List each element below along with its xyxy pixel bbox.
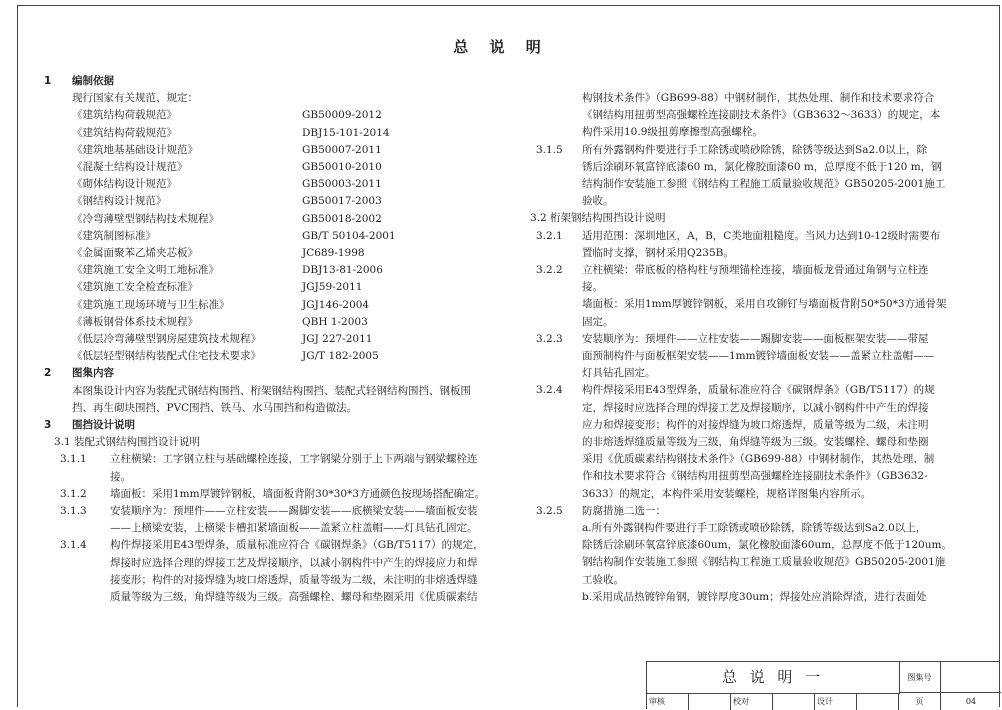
title-block-main: 总 说 明 一: [647, 662, 900, 694]
standard-row: [44, 107, 512, 124]
standard-row: [44, 142, 512, 159]
standard-row: [44, 262, 512, 279]
standard-code: GB50007-2011: [302, 143, 382, 156]
standard-code: DBJ13-81-2006: [302, 264, 383, 277]
standards-list: [44, 107, 512, 365]
clause-3-2-4: 3.2.4 构件焊接采用E43型焊条，质量标准应符合《碳钢焊条》（GB/T5117）的规: [536, 384, 935, 397]
standard-name: 《钢结构设计规范》: [72, 195, 167, 208]
standard-code: JGJ 227-2011: [302, 333, 373, 346]
clause-line: b.采用成品热镀锌角钢，镀锌厚度30um；焊接处应消除焊渣，进行表面处: [582, 590, 927, 603]
section-3-heading: 3 围挡设计说明: [44, 419, 135, 432]
clause-line: 接。: [110, 470, 131, 483]
standard-row: [44, 193, 512, 210]
clause-line: 灯具钻孔固定。: [582, 367, 656, 380]
left-column: [44, 73, 512, 606]
section-3-2-heading: 3.2 桁架钢结构围挡设计说明: [530, 212, 666, 225]
clause-line: 墙面板：采用1mm厚镀锌钢板，采用自攻铆钉与墙面板背附50*50*3方通骨架: [582, 298, 947, 311]
standard-name: 《低层冷弯薄壁型钢房屋建筑技术规程》: [72, 333, 261, 346]
clause-line: a.所有外露钢构件要进行手工除锈或喷砂除锈，除锈等级达到Sa2.0以上，: [582, 522, 927, 535]
standard-row: [44, 176, 512, 193]
clause-line: 构钢技术条件》（GB699-88）中钢材制作，其热处理、制作和技术要求符合: [582, 92, 935, 104]
standard-code: GB50003-2011: [302, 178, 382, 191]
standard-code: GB/T 50104-2001: [302, 229, 396, 242]
clause-3-2-2: 3.2.2 立柱横梁：带底板的格构柱与预埋锚栓连接，墙面板龙骨通过角钢与立柱连: [536, 264, 929, 277]
standard-name: 《建筑施工现场环境与卫生标准》: [72, 298, 230, 311]
clause-line: 固定。: [582, 315, 614, 328]
standard-name: 《建筑施工安全检查标准》: [72, 281, 198, 294]
standard-row: [44, 314, 512, 331]
clause-3-2-5: 3.2.5 防腐措施二选一：: [536, 504, 666, 517]
standard-row: [44, 159, 512, 176]
standard-row: [44, 211, 512, 228]
standard-name: 《建筑结构荷载规范》: [72, 109, 177, 122]
standard-code: GB50009-2012: [302, 109, 382, 122]
check-label: 校对: [731, 693, 773, 710]
standard-code: GB50018-2002: [302, 212, 382, 225]
clause-line: 3633）的规定，本构件采用安装螺栓，规格详图集内容所示。: [582, 487, 872, 500]
section-2-line: 本图集设计内容为装配式钢结构围挡、桁架钢结构围挡、装配式轻钢结构围挡、钢板围: [72, 384, 471, 397]
design-label: 设计: [815, 693, 857, 710]
title-block: [646, 661, 1000, 709]
page-title: 总 说 明: [453, 38, 549, 56]
standard-name: 《低层轻型钢结构装配式住宅技术要求》: [72, 350, 261, 363]
section-1-heading: 1 编制依据: [44, 75, 114, 87]
standard-row: [44, 125, 512, 142]
clause-line: 焊接时应选择合理的焊接工艺及焊接顺序，以减小钢构件中产生的焊接应力和焊: [110, 556, 478, 569]
clause-line: 的非熔透焊缝质量等级为三级，角焊缝等级为三级。安装螺栓、螺母和垫圈: [582, 436, 929, 449]
clause-line: 结构制作安装施工参照《钢结构工程施工质量验收规范》GB50205-2001施工: [582, 178, 946, 191]
clause-line: 作和技术要求符合《钢结构用扭剪型高强螺栓连接副技术条件》（GB3632-: [582, 470, 928, 483]
standard-code: JC689-1998: [302, 247, 365, 260]
standard-name: 《金属面聚苯乙烯夹芯板》: [72, 247, 198, 260]
clause-3-1-3: 3.1.3 安装顺序为：预埋件——立柱安装——踢脚安装——底横梁安装——墙面板安装: [60, 505, 478, 518]
review-value: [689, 693, 731, 710]
clause-line: 接。: [582, 281, 603, 294]
standard-row: [44, 245, 512, 262]
clause-line: 质量等级为三级，角焊缝等级为三级。高强螺栓、螺母和垫圈采用《优质碳素结: [110, 591, 478, 604]
section-3-1-heading: 3.1 装配式钢结构围挡设计说明: [54, 436, 201, 449]
standard-name: 《建筑制图标准》: [72, 229, 156, 242]
section-2-line: 挡、再生砌块围挡、PVC围挡、铁马、水马围挡和构造做法。: [72, 401, 358, 414]
clause-line: 面预制构件与面板框架安装——1mm镀锌墙面板安装——盖紧立柱盖帽——: [582, 350, 935, 363]
right-column: [530, 90, 970, 606]
standard-row: [44, 331, 512, 348]
standard-name: 《砌体结构设计规范》: [72, 178, 177, 191]
section-2-heading: 2 图集内容: [44, 367, 114, 380]
clause-line: 钢结构制作安装施工参照《钢结构工程施工质量验收规范》GB50205-2001施: [582, 556, 946, 569]
clause-line: 定，焊接时应选择合理的焊接工艺及焊接顺序，以减小钢构件中产生的焊接: [582, 401, 929, 414]
standard-name: 《冷弯薄壁型钢结构技术规程》: [72, 212, 219, 225]
standard-code: JG/T 182-2005: [302, 350, 379, 363]
standard-name: 《建筑地基基础设计规范》: [72, 143, 198, 156]
clause-line: 锈后涂刷环氧富锌底漆60 m，氯化橡胶面漆60 m，总厚度不低于120 m，钢: [582, 160, 942, 173]
standard-code: GB50010-2010: [302, 161, 382, 174]
clause-line: 构件采用10.9级扭剪摩擦型高强螺栓。: [582, 126, 763, 139]
clause-line: 除锈后涂刷环氧富锌底漆60um，氯化橡胶面漆60um，总厚度不低于120um。: [582, 539, 952, 552]
clause-3-2-1: 3.2.1 适用范围：深圳地区，A，B，C类地面粗糙度。当风力达到10-12级时需要布: [536, 229, 941, 242]
review-label: 审核: [647, 693, 689, 710]
standard-row: [44, 228, 512, 245]
standard-code: JGJ146-2004: [302, 298, 370, 311]
page-number: 04: [965, 697, 977, 706]
clause-line: 接变形；构件的对接焊缝为坡口熔透焊，质量等级为二级，未注明的非熔透焊缝: [110, 573, 478, 586]
atlas-number-label: 图集号: [899, 662, 941, 693]
clause-3-1-1: 3.1.1 立柱横梁：工字钢立柱与基础螺栓连接，工字钢梁分别于上下两端与钢梁螺栓连: [60, 453, 478, 466]
standard-name: 《建筑施工安全文明工地标准》: [72, 264, 219, 277]
standard-row: [44, 348, 512, 365]
clause-3-1-5: 3.1.5 所有外露钢构件要进行手工除锈或喷砂除锈，除锈等级达到Sa2.0以上，除: [536, 143, 928, 156]
standard-row: [44, 297, 512, 314]
clause-line: 工验收。: [582, 573, 624, 586]
atlas-number-value: [941, 662, 1001, 693]
standard-name: 《建筑结构荷载规范》: [72, 126, 177, 139]
clause-line: 验收。: [582, 195, 614, 208]
standard-code: DBJ15-101-2014: [302, 126, 390, 139]
clause-3-2-3: 3.2.3 安装顺序为：预埋件——立柱安装——踢脚安装——面板框架安装——带屋: [536, 332, 929, 345]
clause-line: 应力和焊接变形；构件的对接焊缝为坡口熔透焊，质量等级为二级，未注明: [582, 418, 929, 431]
standard-row: [44, 279, 512, 296]
clause-line: 采用《优质碳素结构钢技术条件》（GB699-88）中钢材制作，其热处理、制: [582, 453, 935, 466]
clause-line: ——上横梁安装，上横梁卡槽扣紧墙面板——盖紧立柱盖帽——灯具钻孔固定。: [110, 522, 478, 535]
check-value: [773, 693, 815, 710]
clause-3-1-4: 3.1.4 构件焊接采用E43型焊条，质量标准应符合《碳钢焊条》（GB/T5117）的规定，: [60, 539, 484, 552]
section-1-intro: 现行国家有关规范、规定：: [72, 92, 198, 105]
standard-code: GB50017-2003: [302, 195, 382, 208]
page-label: 页: [899, 693, 941, 710]
standard-code: JGJ59-2011: [302, 281, 363, 294]
standard-name: 《薄板钢骨体系技术规程》: [72, 315, 198, 328]
clause-line: 《钢结构用扭剪型高强螺栓连接副技术条件》（GB3632～3633）的规定，本: [582, 109, 941, 122]
clause-line: 置临时支撑，钢材采用Q235B。: [582, 246, 734, 259]
design-value: [857, 693, 899, 710]
clause-3-1-2: 3.1.2 墙面板：采用1mm厚镀锌钢板，墙面板背附30*30*3方通颜色按现场搭配确定。: [60, 487, 485, 500]
standard-code: QBH 1-2003: [302, 315, 368, 328]
standard-name: 《混凝土结构设计规范》: [72, 161, 188, 174]
